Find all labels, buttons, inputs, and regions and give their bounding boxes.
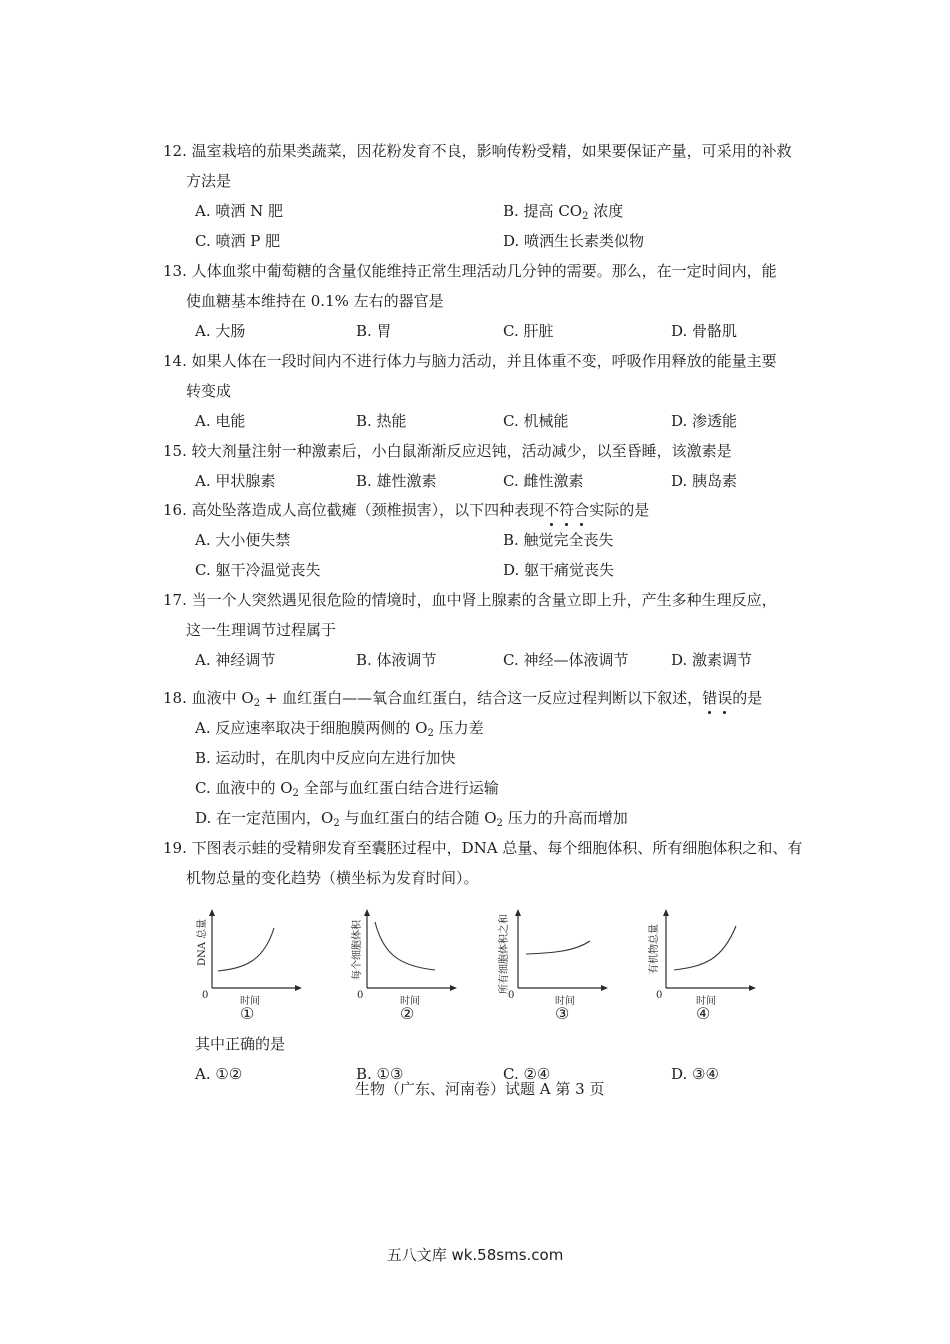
- graph-1-number: ①: [240, 1004, 255, 1023]
- graph-2-x-arrow: [450, 985, 457, 991]
- q18-option-c: C. 血液中的 $O_2$ 全部与血红蛋白结合进行运输: [195, 779, 499, 799]
- q15-stem: 15. 较大剂量注射一种激素后，小白鼠渐渐反应迟钝，活动减少，以至昏睡，该激素是: [163, 442, 732, 460]
- q17-option-d: D. 激素调节: [671, 651, 753, 669]
- q19-graph-4: [650, 908, 780, 1028]
- graph-1-y-arrow: [209, 909, 215, 916]
- q12-option-c: C. 喷洒 P 肥: [195, 232, 281, 250]
- graph-2-y-arrow: [364, 909, 370, 916]
- q19-graph-3: [500, 908, 630, 1028]
- page-footer: 生物（广东、河南卷）试题 A 第 3 页: [355, 1080, 605, 1098]
- q16-option-c: C. 躯干冷温觉丧失: [195, 561, 321, 579]
- q18-option-d: D. 在一定范围内，$O_2$ 与血红蛋白的结合随 $O_2$ 压力的升高而增加: [195, 809, 628, 829]
- q18-option-a: A. 反应速率取决于细胞膜两侧的 $O_2$ 压力差: [195, 719, 484, 739]
- q13-stem-line2: 使血糖基本维持在 0.1% 左右的器官是: [186, 292, 444, 310]
- q12-stem-line1: 12. 温室栽培的茄果类蔬菜，因花粉发育不良，影响传粉受精，如果要保证产量，可采用的补救: [163, 142, 792, 160]
- q19-stem-line2: 机物总量的变化趋势（横坐标为发育时间）。: [186, 869, 479, 887]
- q19-option-d: D. ③④: [671, 1065, 719, 1083]
- graph-2-origin: 0: [357, 990, 364, 1001]
- graph-1-origin: 0: [202, 990, 209, 1001]
- q14-option-b: B. 热能: [356, 412, 407, 430]
- q14-option-a: A. 电能: [195, 412, 246, 430]
- graph-2-curve: [375, 922, 435, 970]
- q17-option-c: C. 神经—体液调节: [503, 651, 629, 669]
- q12-stem-line2: 方法是: [186, 172, 232, 190]
- q14-option-c: C. 机械能: [503, 412, 569, 430]
- q18-stem: 18. 血液中 $O_2$ + 血红蛋白——氧合血红蛋白，结合这一反应过程判断以下叙述，错误的是: [163, 689, 763, 709]
- q19-stem-line1: 19. 下图表示蛙的受精卵发育至囊胚过程中，DNA 总量、每个细胞体积、所有细胞体积之和、有: [163, 839, 803, 857]
- q16-option-d: D. 躯干痛觉丧失: [503, 561, 615, 579]
- q17-option-a: A. 神经调节: [195, 651, 276, 669]
- q16-option-b: B. 触觉完全丧失: [503, 531, 614, 549]
- q15-option-c: C. 雌性激素: [503, 472, 584, 490]
- graph-2-number: ②: [400, 1004, 415, 1023]
- q14-option-d: D. 渗透能: [671, 412, 738, 430]
- graph-4-number: ④: [696, 1004, 711, 1023]
- q13-option-b: B. 胃: [356, 322, 392, 340]
- q16-option-a: A. 大小便失禁: [195, 531, 291, 549]
- graph-1-xlabel: 时间: [240, 996, 260, 1007]
- q12-option-a: A. 喷洒 N 肥: [195, 202, 284, 220]
- graph-3-xlabel: 时间: [555, 996, 575, 1007]
- graph-4-ylabel: 有机物总量: [649, 924, 660, 974]
- graph-3-origin: 0: [508, 990, 515, 1001]
- graph-2-plot: [353, 908, 483, 1028]
- q14-stem-line2: 转变成: [186, 382, 232, 400]
- graph-1-x-arrow: [295, 985, 302, 991]
- q19-graph-1: [198, 908, 328, 1028]
- graph-4-x-arrow: [749, 985, 756, 991]
- graph-2-ylabel: 每个细胞体积: [352, 920, 363, 980]
- graph-4-origin: 0: [656, 990, 663, 1001]
- q16-stem: 16. 高处坠落造成人高位截瘫（颈椎损害），以下四种表现不符合实际的是: [163, 501, 650, 519]
- q19-option-b: B. ①③: [356, 1065, 404, 1083]
- q13-option-c: C. 肝脏: [503, 322, 554, 340]
- q13-option-d: D. 骨骼肌: [671, 322, 738, 340]
- q12-option-d: D. 喷洒生长素类似物: [503, 232, 645, 250]
- site-watermark: 五八文库 wk.58sms.com: [386, 1246, 564, 1264]
- graph-3-ylabel: 所有细胞体积之和: [499, 914, 510, 994]
- graph-4-y-arrow: [663, 909, 669, 916]
- graph-4-xlabel: 时间: [696, 996, 716, 1007]
- q19-ask: 其中正确的是: [195, 1035, 286, 1053]
- q18-option-b: B. 运动时，在肌肉中反应向左进行加快: [195, 749, 456, 767]
- q14-stem-line1: 14. 如果人体在一段时间内不进行体力与脑力活动，并且体重不变，呼吸作用释放的能量主要: [163, 352, 777, 370]
- q15-option-a: A. 甲状腺素: [195, 472, 276, 490]
- graph-3-number: ③: [555, 1004, 570, 1023]
- graph-1-ylabel: DNA 总量: [197, 918, 208, 966]
- graph-4-plot: [650, 908, 780, 1028]
- q17-option-b: B. 体液调节: [356, 651, 437, 669]
- q15-option-d: D. 胰岛素: [671, 472, 738, 490]
- q15-option-b: B. 雄性激素: [356, 472, 437, 490]
- q17-stem-line1: 17. 当一个人突然遇见很危险的情境时，血中肾上腺素的含量立即上升，产生多种生理反应，: [163, 591, 777, 609]
- q13-option-a: A. 大肠: [195, 322, 246, 340]
- graph-3-x-arrow: [601, 985, 608, 991]
- q19-option-a: A. ①②: [195, 1065, 243, 1083]
- graph-3-curve: [526, 941, 590, 954]
- q19-option-c: C. ②④: [503, 1065, 551, 1083]
- graph-3-y-arrow: [515, 909, 521, 916]
- q17-stem-line2: 这一生理调节过程属于: [186, 621, 337, 639]
- graph-1-curve: [218, 928, 274, 971]
- graph-1-plot: [198, 908, 328, 1028]
- graph-2-xlabel: 时间: [400, 996, 420, 1007]
- graph-4-curve: [674, 926, 736, 970]
- q12-option-b: B. 提高 $CO_2$ 浓度: [503, 202, 624, 222]
- q13-stem-line1: 13. 人体血浆中葡萄糖的含量仅能维持正常生理活动几分钟的需要。那么，在一定时间内，能: [163, 262, 777, 280]
- q19-graph-2: [353, 908, 483, 1028]
